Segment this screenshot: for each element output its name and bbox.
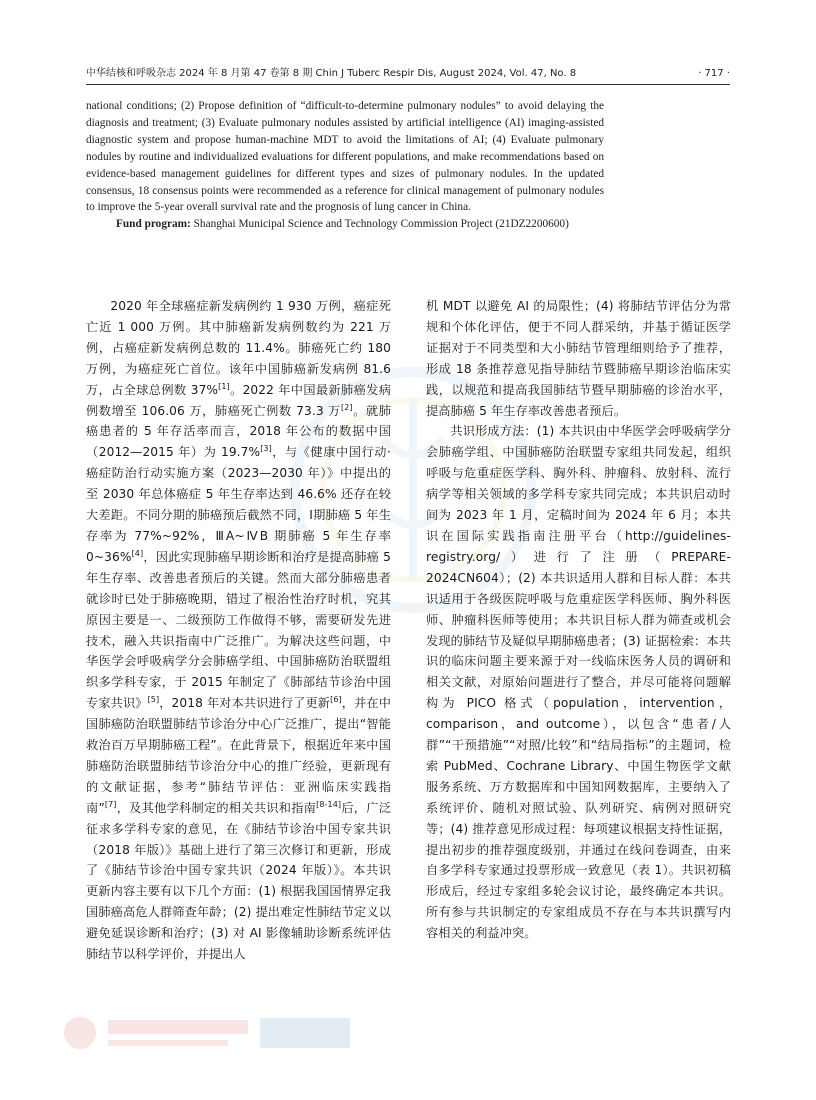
methods-paragraph: 共识形成方法：(1) 本共识由中华医学会呼吸病学分会肺癌学组、中国肺癌防治联盟专家组共同发起，组织呼吸与危重症医学科、胸外科、肿瘤科、放射科、流行病学等相关领域的多学科专家共同完成；本共识启动时间为 2023 年 1 月，定稿时间为 2024 年 6 月；本共识在国际实践指南注册平台（http://guidelines-registry.org/）进行了注册（PREPARE-2024CN604）；(2) 本共识适用人群和目标人群：本共识适用于各级医院呼吸与危重症医学科医师、胸外科医师、肿瘤科医师等使用；本共识目标人群为筛查或机会发现的肺结节及疑似早期肺癌患者；(3) 证据检索：本共识的临床问题主要来源于对一线临床医务人员的调研和相关文献，对原始问题进行了整合，并尽可能将问题解构为 PICO 格式（population，intervention，comparison，and outcome），以包含“患者/人群”“干预措施”“对照/比较”和“结局指标”的主题词，检索 PubMed、Cochrane Library、中国生物医学文献服务系统、万方数据库和中国知网数据库，主要纳入了系统评价、随机对照试验、队列研究、病例对照研究等；(4) 推荐意见形成过程：每项建议根据支持性证据，提出初步的推荐强度级别，并通过在线问卷调查，由来自多学科专家通过投票形成一致意见（表 1）。共识初稿形成后，经过专家组多轮会议讨论，最终确定本共识。所有参与共识制定的专家组成员不存在与本共识撰写内容相关的利益冲突。: [426, 424, 731, 941]
page-number: · 717 ·: [698, 68, 730, 79]
citation-ref[interactable]: [3]: [260, 444, 272, 454]
citation-ref[interactable]: [2]: [340, 402, 353, 412]
intro-paragraph: 2020 年全球癌症新发病例约 1 930 万例，癌症死亡近 1 000 万例。其中肺癌新发病例数约为 221 万例，占癌症新发病例总数的 11.4%。肺癌死亡约 180 万例，为癌症死亡首位。该年中国肺癌新发病例 81.6 万，占全球总例数 37%[1]。2022 年中国最新肺癌发病例数增至 106.06 万，肺癌死亡例数 73.3 万[2]。就肺癌患者的 5 年存活率而言，2018 年公布的数据中国（2012—2015 年）为 19.7%[3]，与《健康中国行动·癌症防治行动实施方案（2023—2030 年）》中提出的至 2030 年总体癌症 5 年生存率达到 46.6% 还存在较大差距。不同分期的肺癌预后截然不同，Ⅰ期肺癌 5 年生存率为 77%~92%，ⅢA~ⅣB 期肺癌 5 年生存率 0~36%[4]，因此实现肺癌早期诊断和治疗是提高肺癌 5 年生存率、改善患者预后的关键。然而大部分肺癌患者就诊时已处于肺癌晚期，错过了根治性治疗时机，究其原因主要是一、二级预防工作做得不够，需要研发先进技术，融入共识指南中广泛推广。为解决这些问题，中华医学会呼吸病学分会肺癌学组、中国肺癌防治联盟组织多学科专家，于 2015 年制定了《肺部结节诊治中国专家共识》[5]，2018 年对本共识进行了更新[6]，并在中国肺癌防治联盟肺结节诊治分中心广泛推广，提出“智能救治百万早期肺癌工程”。在此背景下，根据近年来中国肺癌防治联盟肺结节诊治分中心的推广经验，更新现有的文献证据，参考“肺结节评估：亚洲临床实践指南”[7]，及其他学科制定的相关共识和指南[8-14]后，广泛征求多学科专家的意见，在《肺结节诊治中国专家共识（2018 年版）》基础上进行了第三次修订和更新，形成了《肺结节诊治中国专家共识（2024 年版）》。本共识更新内容主要有以下几个方面：(1) 根据我国国情界定我国肺癌高危人群筛查年龄；(2) 提出难定性肺结节定义以避免延误诊断和治疗；(3) 对 AI 影像辅助诊断系统评估肺结节以科学评价，并提出人: [86, 299, 392, 962]
journal-citation: 中华结核和呼吸杂志 2024 年 8 月第 47 卷第 8 期 Chin J Tuberc Respir Dis, August 2024, Vol. 47, No. 8: [86, 68, 577, 79]
citation-ref[interactable]: [6]: [330, 695, 342, 705]
fund-text: Shanghai Municipal Science and Technology Commission Project (21DZ2200600): [190, 218, 569, 231]
running-header: [86, 64, 730, 85]
fund-label: Fund program:: [116, 218, 191, 231]
abstract-text: national conditions; (2) Propose definition of “difficult-to-determine pulmonary nodules” to avoid delaying the diagnosis and treatment; (3) Evaluate pulmonary nodules assisted by artificial intelligence (AI) imaging-assisted diagnostic system and propose human-machine MDT to avoid the limitations of AI; (4) Evaluate pulmonary nodules by routine and individualized evaluations for different populations, and make recommendations based on evidence-based management guidelines for different types and sizes of pulmonary nodules. In the updated consensus, 18 consensus points were recommended as a reference for clinical management of pulmonary nodules to improve the 5-year overall survival rate and the prognosis of lung cancer in China.: [86, 100, 604, 214]
citation-ref[interactable]: [5]: [147, 695, 160, 705]
citation-ref[interactable]: [8-14]: [316, 799, 342, 809]
continued-paragraph: 机 MDT 以避免 AI 的局限性；(4) 将肺结节评估分为常规和个体化评估，便于不同人群采纳，并基于循证医学证据对于不同类型和大小肺结节管理细则给予了推荐，形成 18 条推荐意见指导肺结节暨肺癌早期诊治临床实践，以规范和提高我国肺结节暨早期肺癌的诊治水平，提高肺癌 5 年生存率改善患者预后。: [426, 299, 731, 418]
left-column: [86, 296, 391, 965]
publisher-logo-watermark: [60, 1010, 360, 1056]
english-abstract: [86, 98, 604, 233]
citation-ref[interactable]: [4]: [131, 548, 144, 558]
citation-ref[interactable]: [1]: [218, 381, 230, 391]
citation-ref[interactable]: [7]: [104, 799, 117, 809]
right-column: [426, 296, 731, 944]
fund-program: [86, 216, 604, 233]
